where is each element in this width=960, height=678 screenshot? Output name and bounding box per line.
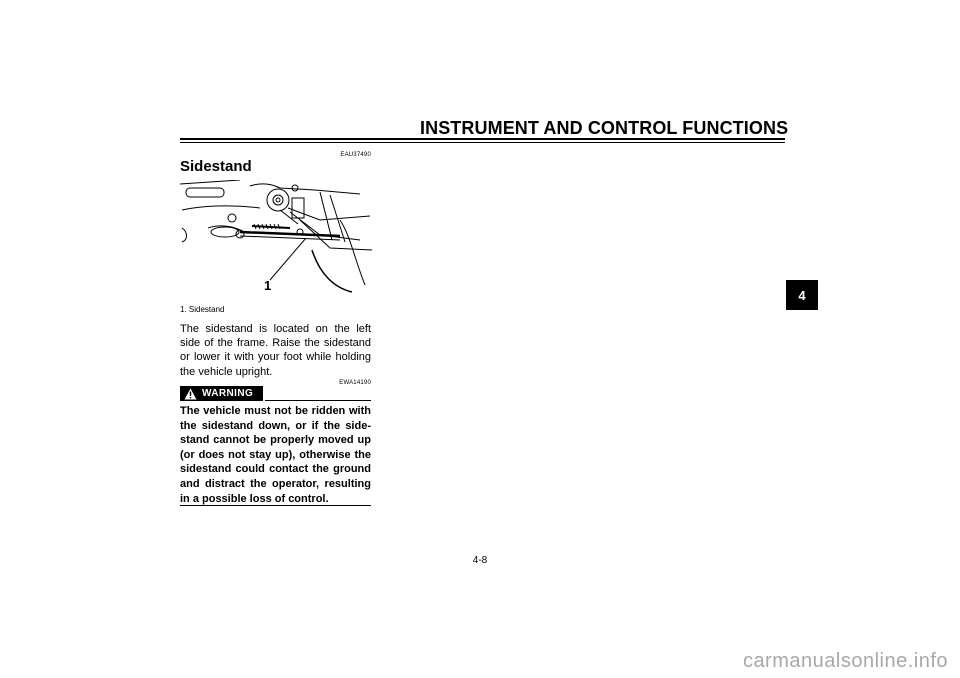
header-rule bbox=[180, 138, 785, 140]
chapter-tab: 4 bbox=[786, 280, 818, 310]
warning-label: WARNING bbox=[202, 388, 254, 399]
warning-code: EWA14190 bbox=[339, 380, 371, 386]
warning-triangle-icon bbox=[184, 388, 197, 400]
section-code: EAU37490 bbox=[340, 152, 371, 158]
warning-badge bbox=[180, 386, 263, 401]
section-heading: Sidestand bbox=[180, 158, 252, 175]
header-rule-thin bbox=[180, 142, 785, 143]
warning-rule bbox=[265, 400, 371, 401]
sidestand-illustration bbox=[180, 180, 372, 295]
page-number: 4-8 bbox=[472, 555, 488, 566]
figure-caption: 1. Sidestand bbox=[180, 305, 225, 314]
warning-text: The vehicle must not be ridden with the sidestand down, or if the side-stand cannot be properly moved up (or does not stay up), otherwise the sidestand could contact the ground and distract the operator, resulting in a possible loss of control. bbox=[180, 405, 371, 505]
warning-end-rule bbox=[180, 505, 371, 506]
watermark: carmanualsonline.info bbox=[742, 650, 948, 672]
chapter-header-title: INSTRUMENT AND CONTROL FUNCTIONS bbox=[420, 118, 789, 138]
section-body-text: The sidestand is located on the left side of the frame. Raise the sidestand or lower it with your foot while holding the vehicle upright. bbox=[180, 323, 371, 378]
figure-callout: 1 bbox=[264, 278, 272, 293]
